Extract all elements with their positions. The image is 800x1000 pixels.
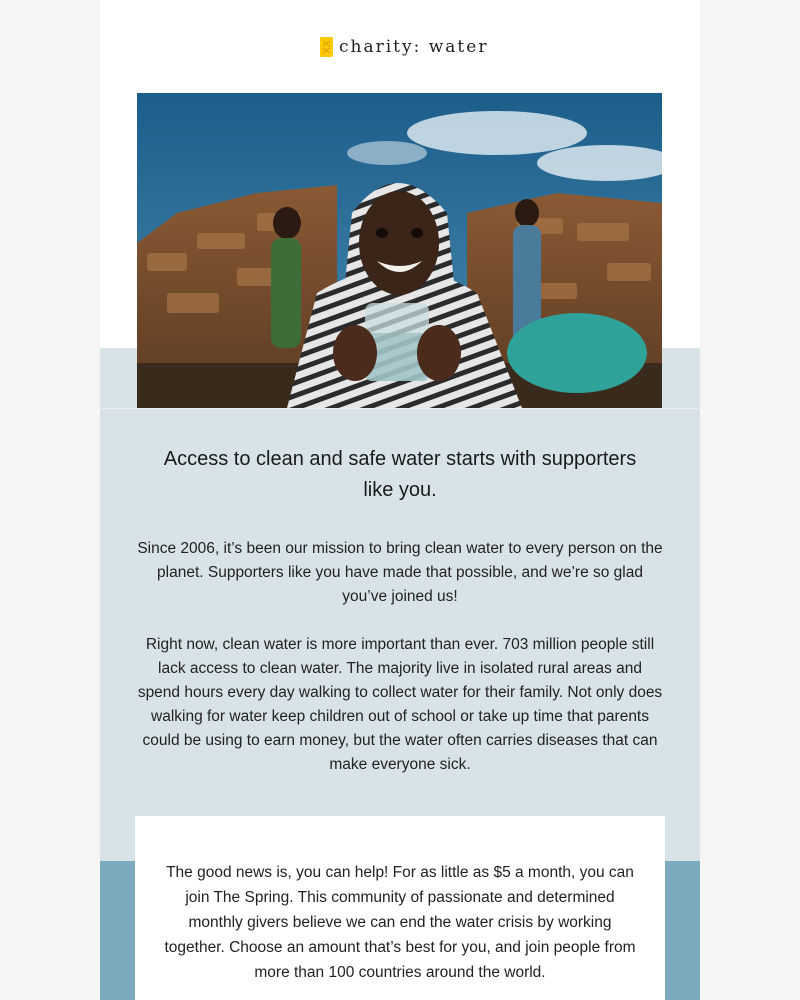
hero-image xyxy=(137,93,662,408)
section-divider xyxy=(100,408,700,409)
logo-wordmark: charity: water xyxy=(339,37,489,57)
charity-water-logo[interactable] xyxy=(320,36,488,58)
jerry-can-icon xyxy=(320,37,333,57)
water-crisis-paragraph: Right now, clean water is more important than ever. 703 million people still lack access to clean water. The majority live in isolated rural areas and spend hours every day walking to collect water for their family. Not only does walking for water keep children out of school or take up time that parents could be using to earn money, but the water often carries diseases that can make everyone sick. xyxy=(137,636,663,773)
the-spring-card xyxy=(135,816,665,1000)
headline: Access to clean and safe water starts with supporters like you. xyxy=(163,448,637,501)
email-container xyxy=(100,0,700,1000)
mission-paragraph: Since 2006, it’s been our mission to bring clean water to every person on the planet. Supporters like you have made that possible, and we’re so glad you’ve joined us! xyxy=(137,540,663,605)
the-spring-paragraph: The good news is, you can help! For as little as $5 a month, you can join The Spring. This community of passionate and determined monthly givers believe we can end the water crisis by working together. Choose an amount that’s best for you, and join people from more than 100 countries around the world. xyxy=(164,864,636,981)
